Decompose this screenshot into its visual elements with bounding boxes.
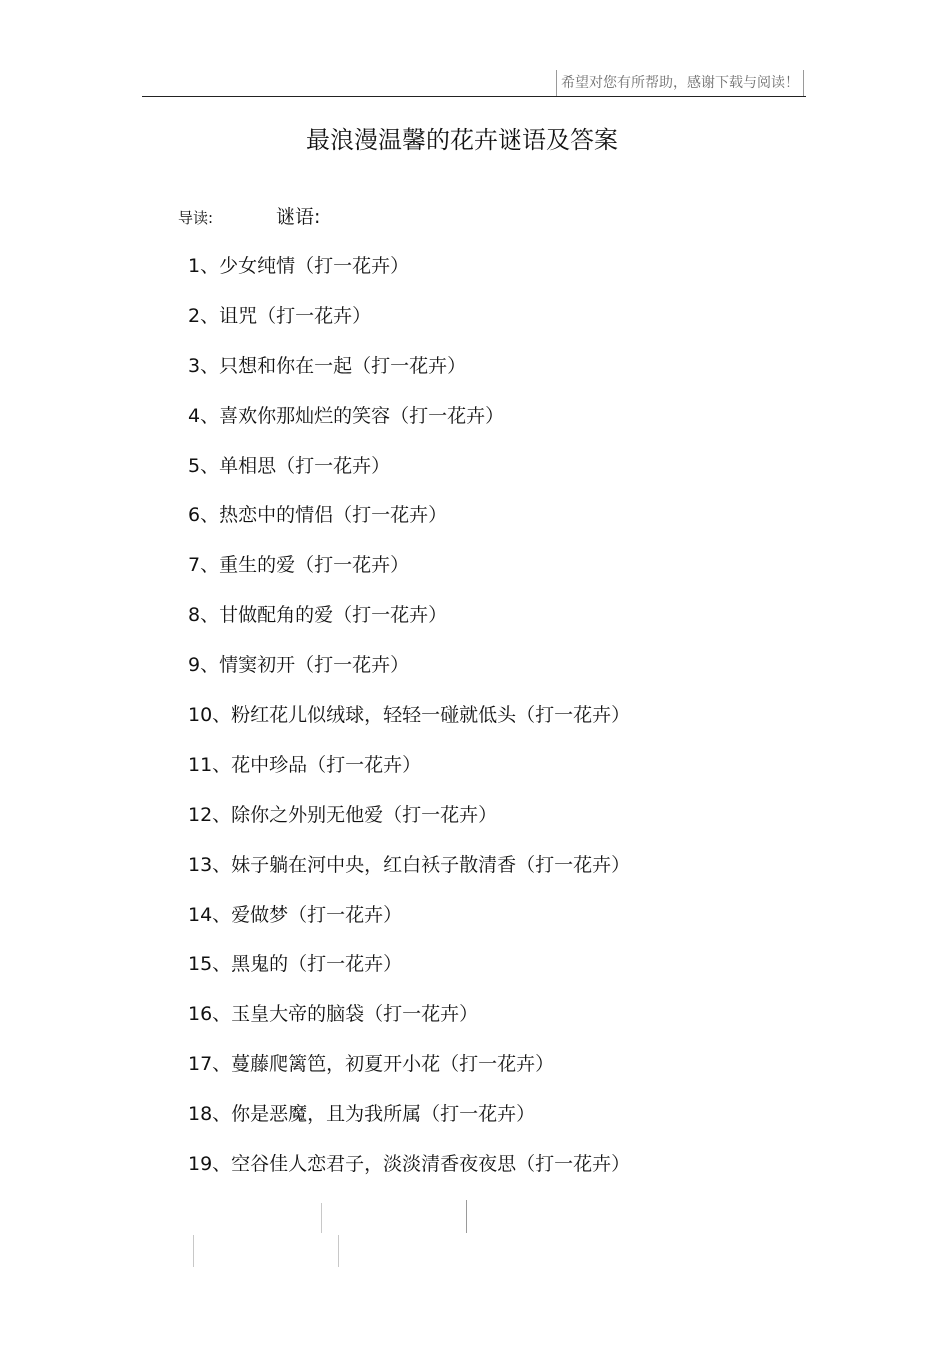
riddle-item-7: 7、重生的爱（打一花卉） (188, 554, 410, 577)
riddle-item-19: 19、空谷佳人恋君子，淡淡清香夜夜思（打一花卉） (188, 1153, 631, 1176)
riddle-item-9: 9、情窦初开（打一花卉） (188, 654, 410, 677)
page-title: 最浪漫温馨的花卉谜语及答案 (306, 126, 618, 154)
riddle-item-18: 18、你是恶魔，且为我所属（打一花卉） (188, 1103, 536, 1126)
riddle-item-12: 12、除你之外别无他爱（打一花卉） (188, 803, 498, 826)
riddle-list (188, 251, 630, 1199)
riddle-item-14: 14、爱做梦（打一花卉） (188, 903, 403, 926)
scan-mark (466, 1200, 467, 1233)
scan-mark (193, 1235, 194, 1267)
header-note: 希望对您有所帮助，感谢下载与阅读！ (556, 70, 804, 96)
riddle-item-8: 8、甘做配角的爱（打一花卉） (188, 604, 448, 627)
section-label: 谜语: (276, 206, 321, 228)
riddle-item-17: 17、蔓藤爬篱笆，初夏开小花（打一花卉） (188, 1053, 555, 1076)
riddle-item-15: 15、黑鬼的（打一花卉） (188, 953, 403, 976)
scan-mark (321, 1203, 322, 1233)
riddle-item-6: 6、热恋中的情侣（打一花卉） (188, 504, 448, 527)
riddle-item-10: 10、粉红花儿似绒球，轻轻一碰就低头（打一花卉） (188, 704, 631, 727)
header-divider (142, 96, 806, 97)
riddle-item-1: 1、少女纯情（打一花卉） (188, 255, 410, 277)
intro-label: 导读: (178, 209, 214, 227)
riddle-item-16: 16、玉皇大帝的脑袋（打一花卉） (188, 1003, 479, 1026)
scan-mark (338, 1235, 339, 1267)
riddle-item-4: 4、喜欢你那灿烂的笑容（打一花卉） (188, 404, 505, 427)
riddle-item-2: 2、诅咒（打一花卉） (188, 304, 372, 327)
riddle-item-13: 13、妹子躺在河中央，红白袄子散清香（打一花卉） (188, 853, 631, 876)
riddle-item-5: 5、单相思（打一花卉） (188, 454, 391, 477)
riddle-item-11: 11、花中珍品（打一花卉） (188, 753, 422, 776)
riddle-item-3: 3、只想和你在一起（打一花卉） (188, 354, 467, 377)
